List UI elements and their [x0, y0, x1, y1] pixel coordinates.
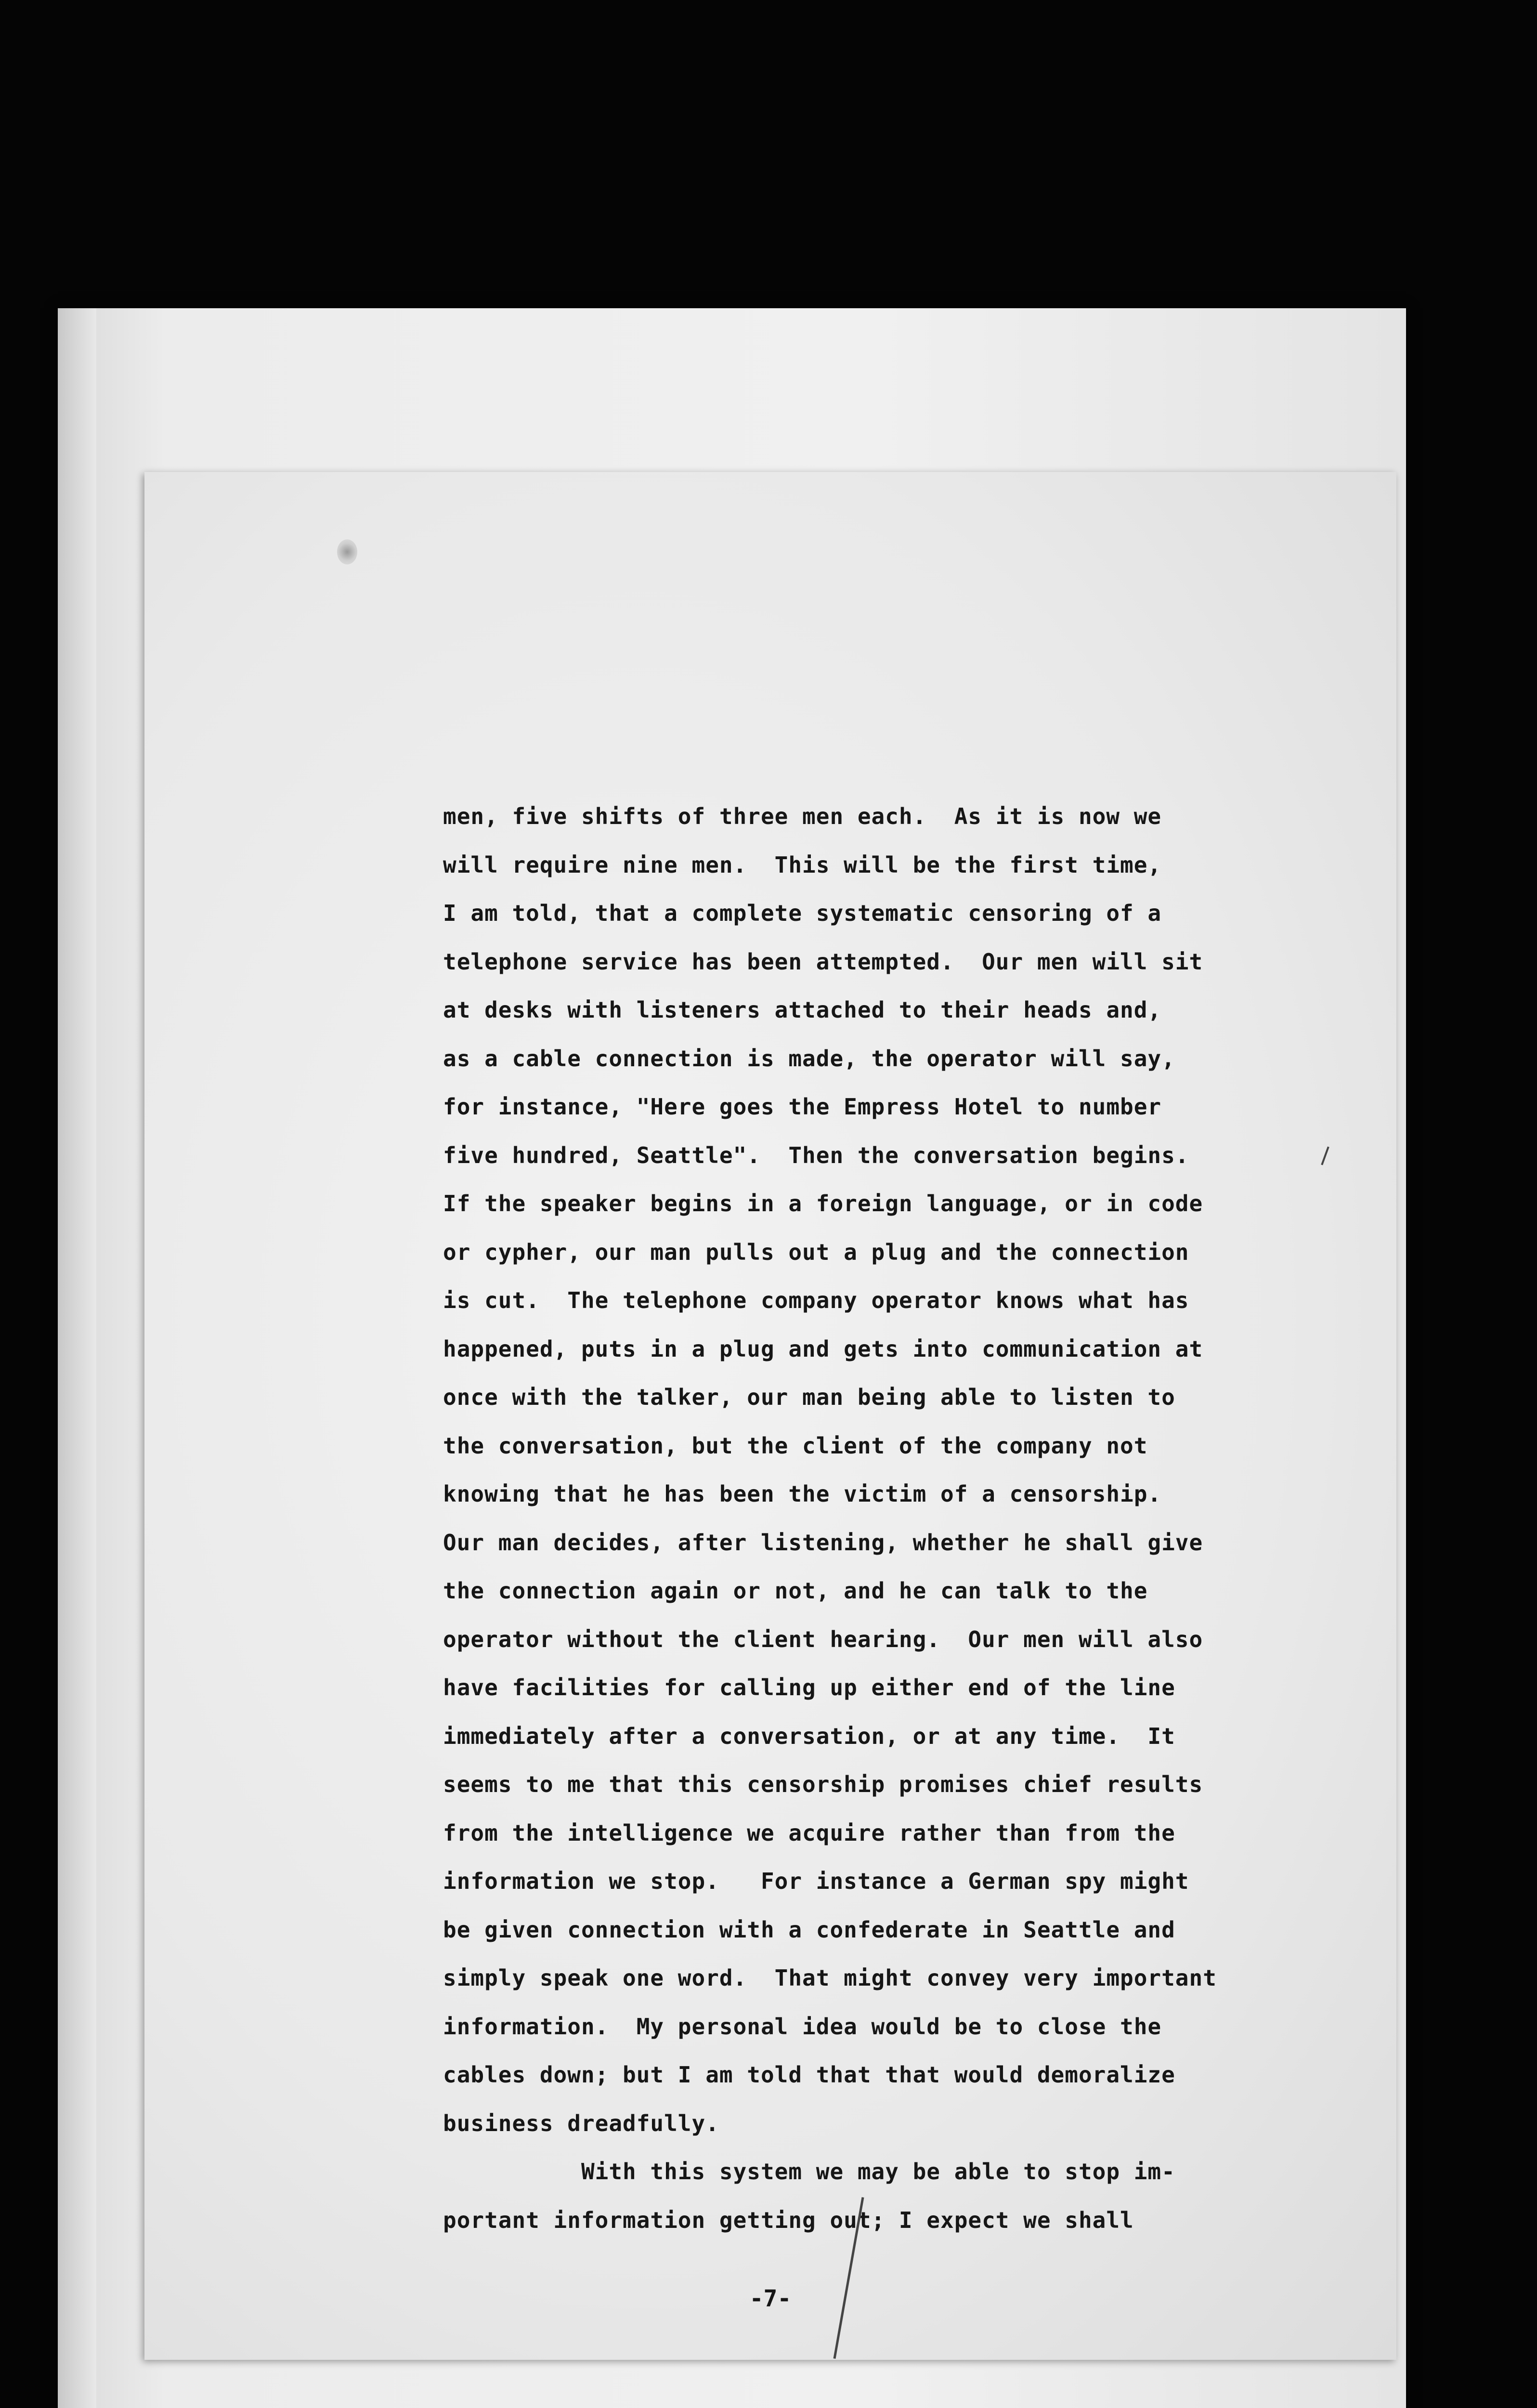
text-line: as a cable connection is made, the operator will say, [443, 1045, 1175, 1072]
text-line: portant information getting out; I expect we shall [443, 2207, 1134, 2233]
back-sheet-edge [58, 308, 96, 2408]
text-line: cables down; but I am told that that would demoralize [443, 2062, 1175, 2088]
text-line: With this system we may be able to stop im- [443, 2159, 1175, 2185]
text-line: the conversation, but the client of the company not [443, 1432, 1148, 1459]
text-line: information. My personal idea would be to close the [443, 2013, 1162, 2040]
page-number: -7- [749, 2285, 792, 2312]
text-line: the connection again or not, and he can talk to the [443, 1578, 1148, 1604]
text-line: men, five shifts of three men each. As it is now we [443, 803, 1162, 829]
text-line: five hundred, Seattle". Then the conversation begins. [443, 1142, 1189, 1168]
text-line: at desks with listeners attached to their heads and, [443, 997, 1162, 1023]
text-line: information we stop. For instance a German spy might [443, 1868, 1189, 1894]
text-line: will require nine men. This will be the first time, [443, 851, 1162, 878]
text-line: If the speaker begins in a foreign language, or in code [443, 1191, 1203, 1217]
text-line: operator without the client hearing. Our men will also [443, 1626, 1203, 1652]
text-line: happened, puts in a plug and gets into communication at [443, 1335, 1203, 1362]
text-line: Our man decides, after listening, whether he shall give [443, 1529, 1203, 1556]
text-line: I am told, that a complete systematic censoring of a [443, 900, 1162, 926]
text-line: for instance, "Here goes the Empress Hotel to number [443, 1094, 1162, 1120]
text-line: immediately after a conversation, or at any time. It [443, 1723, 1175, 1749]
text-line: business dreadfully. [443, 2110, 719, 2136]
text-line: telephone service has been attempted. Our men will sit [443, 948, 1203, 975]
text-line: or cypher, our man pulls out a plug and the connection [443, 1239, 1189, 1265]
text-line: is cut. The telephone company operator knows what has [443, 1287, 1189, 1313]
typed-text-body [443, 792, 1271, 2244]
text-line: once with the talker, our man being able to listen to [443, 1384, 1175, 1410]
text-line: seems to me that this censorship promises chief results [443, 1771, 1203, 1797]
punch-hole [337, 539, 357, 564]
text-line: simply speak one word. That might convey very important [443, 1965, 1217, 1991]
text-line: knowing that he has been the victim of a censorship. [443, 1481, 1162, 1507]
text-line: be given connection with a confederate in Seattle and [443, 1916, 1175, 1943]
text-line: from the intelligence we acquire rather than from the [443, 1819, 1175, 1846]
text-line: have facilities for calling up either end of the line [443, 1675, 1175, 1701]
